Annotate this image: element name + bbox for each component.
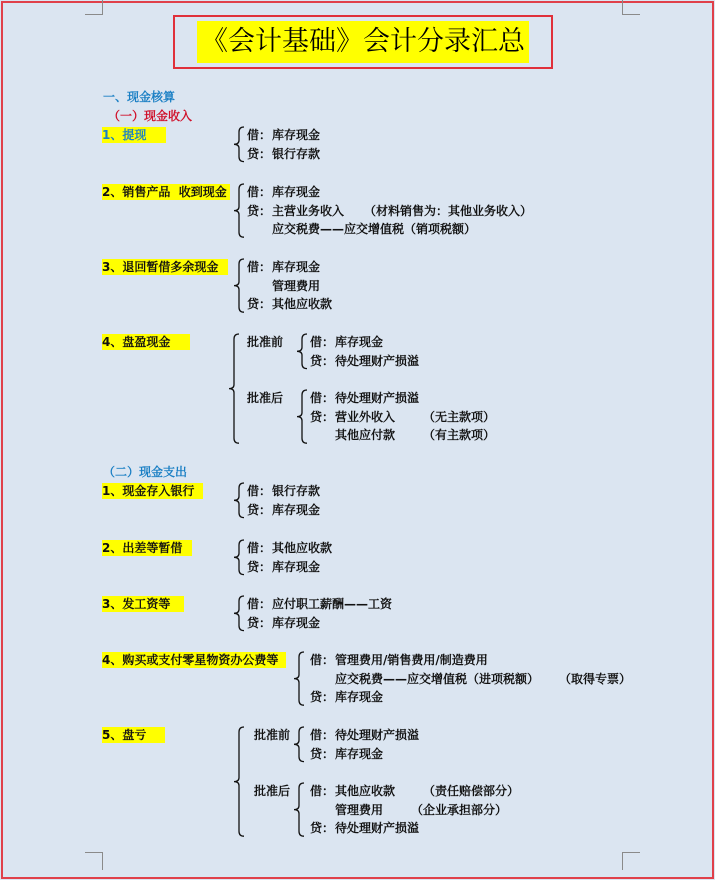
debit-label: 借： — [247, 484, 272, 498]
account-name: 管理费用/销售费用/制造费用 — [335, 653, 488, 667]
debit-label: 借： — [310, 653, 335, 667]
brace-icon — [233, 258, 245, 313]
brace-icon — [233, 126, 245, 163]
account-name: 库存现金 — [272, 128, 321, 142]
entry-label: 2、销售产品 收到现金 — [102, 184, 230, 200]
document-title: 《会计基础》会计分录汇总 — [197, 21, 529, 63]
brace-icon — [293, 651, 305, 706]
entry-label: 1、现金存入银行 — [102, 483, 203, 499]
debit-label: 借： — [247, 597, 272, 611]
credit-label: 贷： — [247, 559, 272, 574]
account-name: 库存现金 — [272, 260, 321, 274]
corner-mark — [85, 0, 103, 15]
account-name: 应交税费——应交增值税（销项税额） — [272, 222, 477, 237]
corner-mark — [85, 852, 103, 870]
account-name: 库存现金 — [335, 746, 384, 761]
brace-icon — [233, 726, 245, 837]
debit-label: 借： — [310, 335, 335, 349]
phase-label: 批准后 — [247, 391, 284, 405]
credit-label: 贷： — [247, 297, 272, 312]
corner-mark — [622, 0, 640, 15]
brace-icon — [293, 782, 305, 837]
corner-mark — [622, 852, 640, 870]
account-name: 待处理财产损溢 — [335, 728, 420, 742]
account-name: 主营业务收入 — [272, 203, 345, 218]
title-box — [173, 15, 553, 69]
account-name: 应交税费——应交增值税（进项税额） — [335, 671, 540, 686]
account-name: 待处理财产损溢 — [335, 353, 420, 368]
section-heading: 一、现金核算 — [103, 90, 176, 104]
phase-label: 批准前 — [247, 335, 284, 349]
credit-label: 贷： — [247, 203, 272, 218]
account-name: 库存现金 — [272, 502, 321, 517]
account-name: 其他应收款 — [335, 784, 396, 798]
account-name: 库存现金 — [335, 335, 384, 349]
account-name: 应付职工薪酬——工资 — [272, 597, 393, 611]
account-note: （责任赔偿部分） — [423, 784, 520, 798]
credit-label: 贷： — [247, 146, 272, 161]
subsection-heading: （二）现金支出 — [103, 465, 188, 479]
debit-label: 借： — [310, 728, 335, 742]
entry-label: 4、购买或支付零星物资办公费等 — [102, 652, 286, 668]
account-name: 其他应收款 — [272, 541, 333, 555]
account-name: 营业外收入 — [335, 409, 396, 424]
entry-label: 3、发工资等 — [102, 596, 184, 612]
entry-label: 1、提现 — [102, 127, 166, 143]
account-name: 库存现金 — [335, 690, 384, 705]
phase-label: 批准前 — [254, 728, 291, 742]
account-name: 银行存款 — [272, 484, 321, 498]
credit-label: 贷： — [310, 821, 335, 836]
credit-label: 贷： — [310, 353, 335, 368]
entry-label: 5、盘亏 — [102, 727, 165, 743]
credit-label: 贷： — [310, 690, 335, 705]
brace-icon — [296, 389, 308, 444]
debit-label: 借： — [247, 541, 272, 555]
debit-label: 借： — [247, 128, 272, 142]
account-note: （有主款项） — [423, 428, 496, 443]
account-name: 待处理财产损溢 — [335, 391, 420, 405]
brace-icon — [233, 539, 245, 576]
debit-label: 借： — [247, 260, 272, 274]
debit-label: 借： — [310, 784, 335, 798]
brace-icon — [233, 595, 245, 632]
credit-label: 贷： — [310, 746, 335, 761]
account-name: 管理费用 — [272, 278, 321, 293]
credit-label: 贷： — [247, 615, 272, 630]
entry-label: 3、退回暂借多余现金 — [102, 259, 228, 275]
brace-icon — [228, 333, 240, 444]
credit-label: 贷： — [247, 502, 272, 517]
entry-label: 2、出差等暂借 — [102, 540, 192, 556]
debit-label: 借： — [247, 185, 272, 199]
account-name: 库存现金 — [272, 185, 321, 199]
account-name: 其他应付款 — [335, 428, 396, 443]
account-name: 库存现金 — [272, 615, 321, 630]
brace-icon — [293, 726, 305, 763]
account-name: 银行存款 — [272, 146, 321, 161]
brace-icon — [296, 333, 308, 370]
phase-label: 批准后 — [254, 784, 291, 798]
account-name: 其他应收款 — [272, 297, 333, 312]
debit-label: 借： — [310, 391, 335, 405]
account-name: 库存现金 — [272, 559, 321, 574]
account-name: 管理费用 — [335, 802, 384, 817]
account-note: （企业承担部分） — [411, 802, 508, 817]
subsection-heading: （一）现金收入 — [108, 109, 193, 123]
account-name: 待处理财产损溢 — [335, 821, 420, 836]
brace-icon — [233, 482, 245, 519]
account-note: （材料销售为：其他业务收入） — [364, 203, 533, 218]
entry-label: 4、盘盈现金 — [102, 334, 190, 350]
credit-label: 贷： — [310, 409, 335, 424]
account-note: （无主款项） — [423, 409, 496, 424]
account-note: （取得专票） — [559, 671, 632, 686]
brace-icon — [233, 183, 245, 238]
